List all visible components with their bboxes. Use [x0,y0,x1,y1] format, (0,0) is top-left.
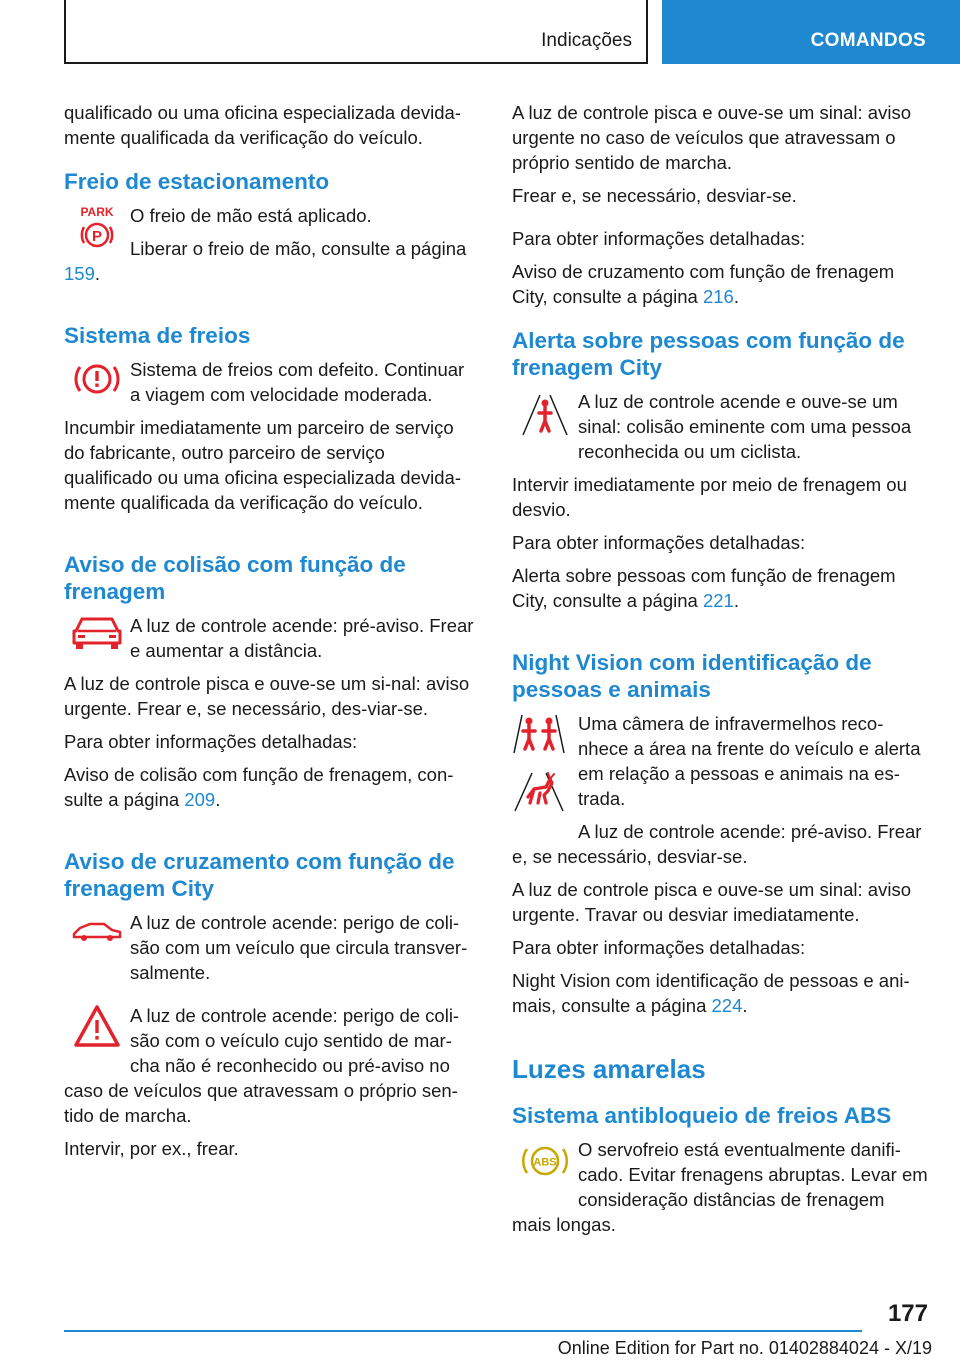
brakes-block [64,357,478,515]
crossing-line3: Intervir, por ex., frear. [64,1138,239,1159]
pedestrian-block [512,389,928,613]
park-block [64,203,478,286]
pedestrian-line2: Intervir imediatamente por meio de frenagem ou desvio. [512,474,907,520]
crossing-heading: Aviso de cruzamento com função de frenagem City [64,849,455,901]
brakes-line1: Sistema de freios com defeito. Continuar a viagem com velocidade moderada. [130,359,465,405]
two-pedestrians-icon [512,711,566,757]
warning-triangle-icon [64,1003,130,1059]
crossing-cont-line2: Frear e, se necessário, desviar-se. [512,185,797,206]
side-car-icon [64,910,130,966]
pedestrian-page-link[interactable]: 221 [702,590,734,611]
page-number: 177 [887,1300,928,1327]
abs-line1: O servofreio está eventualmente danifi-cado. Evitar frenagens abruptas. Levar em consideração distâncias de frenagem mais longas. [512,1139,928,1235]
collision-line4: Aviso de colisão com função de frenagem, con-sulte a página 209. [64,764,454,810]
collision-page-link[interactable]: 209 [184,789,216,810]
brakes-heading: Sistema de freios [64,323,251,348]
pedestrian-line1: A luz de controle acende e ouve-se um sinal: colisão eminente com uma pessoa reconhecida ou um ciclista. [578,391,912,462]
abs-icon-text: ABS [533,1156,557,1169]
crossing-line1: A luz de controle acende: perigo de coli-são com um veículo que circula transver-salmente. [130,912,468,983]
abs-heading: Sistema antibloqueio de freios ABS [512,1103,892,1128]
crossing-block [64,910,478,1161]
yellow-lights-heading: Luzes amarelas [512,1054,706,1084]
crossing-line2: A luz de controle acende: perigo de coli-são com o veículo cujo sentido de mar-cha não é reconhecido ou pré-aviso no caso de veículos que atravessam o próprio sen-tido de marcha. [64,1005,460,1126]
night-vision-line4: Para obter informações detalhadas: [512,937,806,958]
pedestrian-heading: Alerta sobre pessoas com função de frenagem City [512,328,905,380]
night-vision-line2: A luz de controle acende: pré-aviso. Frear e, se necessário, desviar-se. [512,821,922,867]
footer-edition: Online Edition for Part no. 01402884024 - X/19 [557,1338,932,1358]
night-vision-line5: Night Vision com identificação de pessoas e ani-mais, consulte a página 224. [512,970,910,1016]
brake-warning-icon [64,357,130,413]
park-line2: Liberar o freio de mão, consulte a página 159. [64,238,467,284]
night-vision-page-link[interactable]: 224 [711,995,743,1016]
pedestrian-line3: Para obter informações detalhadas: [512,532,806,553]
night-vision-line3: A luz de controle pisca e ouve-se um sinal: aviso urgente. Travar ou desviar imediatamente. [512,879,911,925]
pedestrian-line4: Alerta sobre pessoas com função de frenagem City, consulte a página 221. [512,565,896,611]
svg-text:P: P [91,228,103,245]
footer-divider [64,1330,862,1332]
intro-text: qualificado ou uma oficina especializada devida-mente qualificada da verificação do veículo. [64,102,461,148]
car-collision-icon [64,613,130,669]
pedestrian-icon [512,389,578,445]
left-column [64,100,478,1161]
brakes-line2: Incumbir imediatamente um parceiro de serviço do fabricante, outro parceiro de serviço qualificado ou uma oficina especializada devida-mente qualificada da verificação do veículo. [64,417,461,513]
night-vision-block [512,711,928,1018]
collision-line2: A luz de controle pisca e ouve-se um si-nal: aviso urgente. Frear e, se necessário, des-viar-se. [64,673,470,719]
abs-block [512,1137,928,1237]
collision-heading: Aviso de colisão com função de frenagem [64,552,406,604]
header-section-box [64,0,648,64]
night-vision-icons [512,711,578,823]
deer-icon [512,765,566,815]
park-page-link[interactable]: 159 [64,263,95,284]
header-section-title: Indicações [541,30,632,51]
right-column [512,100,928,1237]
collision-line1: A luz de controle acende: pré-aviso. Frear e aumentar a distância. [130,615,474,661]
crossing-cont-line3: Para obter informações detalhadas: [512,228,806,249]
night-vision-line1: Uma câmera de infravermelhos reco-nhece a área na frente do veículo e alerta em relação a pessoas e animais na es-trada. [578,713,921,809]
header-chapter-tab [662,0,960,64]
park-brake-icon [64,203,130,259]
park-heading: Freio de estacionamento [64,169,330,194]
header-chapter-title: COMANDOS [810,30,926,51]
crossing-page-link[interactable]: 216 [702,286,734,307]
collision-line3: Para obter informações detalhadas: [64,731,358,752]
night-vision-heading: Night Vision com identificação de pessoas e animais [512,650,872,702]
crossing-cont-line4: Aviso de cruzamento com função de frenagem City, consulte a página 216. [512,261,895,307]
park-icon-text: PARK [80,205,114,219]
park-line1: O freio de mão está aplicado. [130,205,372,226]
collision-block [64,613,478,812]
crossing-cont-line1: A luz de controle pisca e ouve-se um sinal: aviso urgente no caso de veículos que atravessam o próprio sentido de marcha. [512,102,911,173]
abs-icon [512,1137,578,1193]
